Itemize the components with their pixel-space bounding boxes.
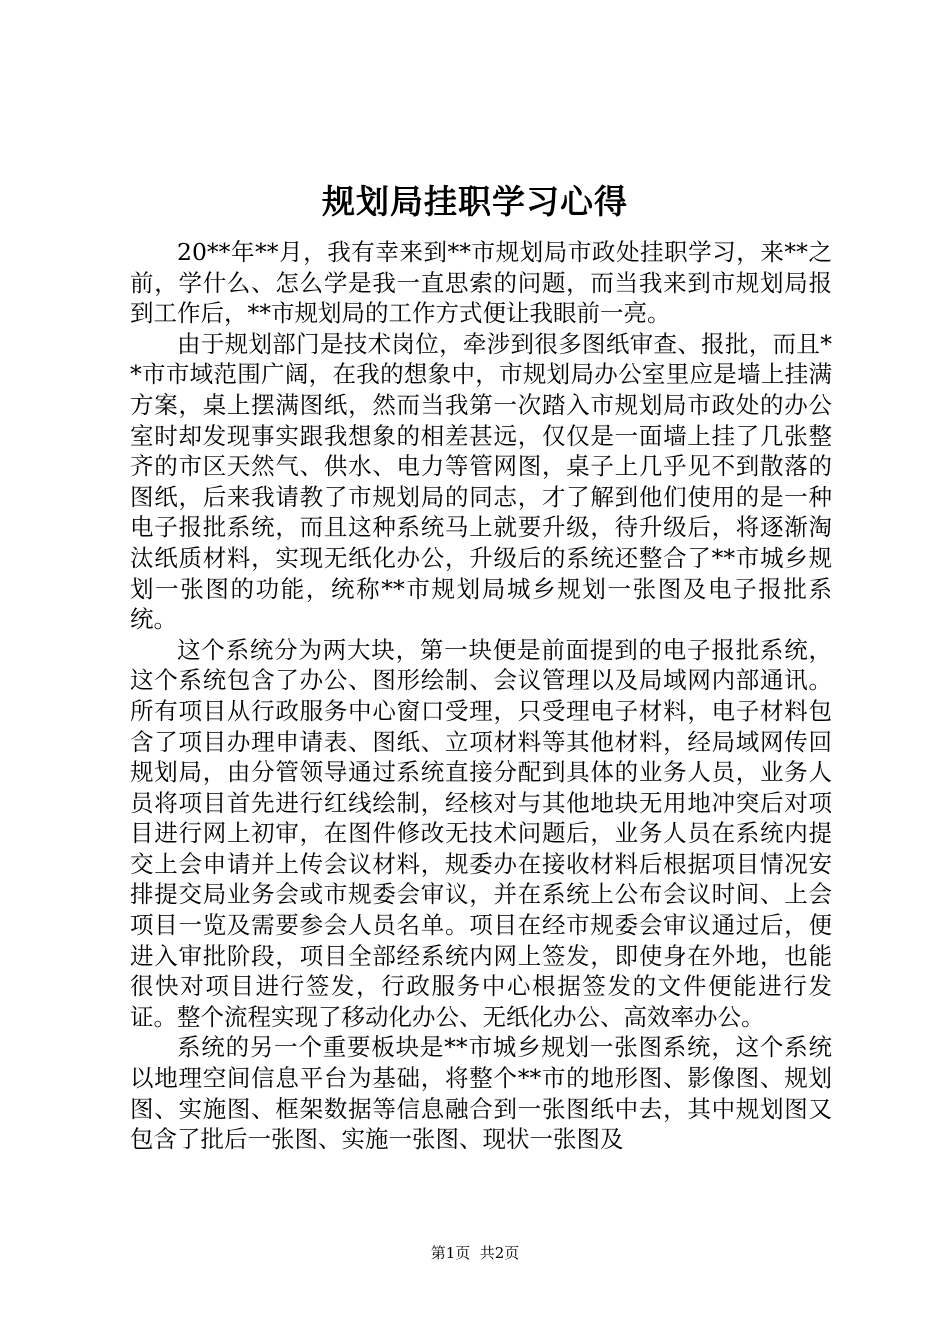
paragraph-1: 20**年**月，我有幸来到**市规划局市政处挂职学习，来**之前，学什么、怎么学是我一直思索的问题，而当我来到市规划局报到工作后，**市规划局的工作方式便让我眼前一亮。 bbox=[130, 238, 832, 328]
paragraph-2: 由于规划部门是技术岗位，牵涉到很多图纸审查、报批，而且**市市域范围广阔，在我的想象中，市规划局办公室里应是墙上挂满方案，桌上摆满图纸，然而当我第一次踏入市规划局市政处的办公室时却发现事实跟我想象的相差甚远，仅仅是一面墙上挂了几张整齐的市区天然气、供水、电力等管网图，桌子上几乎见不到散落的图纸，后来我请教了市规划局的同志，才了解到他们使用的是一种电子报批系统，而且这种系统马上就要升级，待升级后，将逐渐淘汰纸质材料，实现无纸化办公，升级后的系统还整合了**市城乡规划一张图的功能，统称**市规划局城乡规划一张图及电子报批系统。 bbox=[130, 329, 832, 634]
paragraph-4: 系统的另一个重要板块是**市城乡规划一张图系统，这个系统以地理空间信息平台为基础，将整个**市的地形图、影像图、规划图、实施图、框架数据等信息融合到一张图纸中去，其中规划图又包含了批后一张图、实施一张图、现状一张图及 bbox=[130, 1033, 832, 1154]
document-title: 规划局挂职学习心得 bbox=[322, 182, 628, 221]
page-footer: 第1页 共2页 bbox=[430, 1244, 520, 1262]
paragraph-3: 这个系统分为两大块，第一块便是前面提到的电子报批系统，这个系统包含了办公、图形绘制、会议管理以及局域网内部通讯。所有项目从行政服务中心窗口受理，只受理电子材料，电子材料包含了项目办理申请表、图纸、立项材料等其他材料，经局域网传回规划局，由分管领导通过系统直接分配到具体的业务人员，业务人员将项目首先进行红线绘制，经核对与其他地块无用地冲突后对项目进行网上初审，在图件修改无技术问题后，业务人员在系统内提交上会申请并上传会议材料，规委办在接收材料后根据项目情况安排提交局业务会或市规委会审议，并在系统上公布会议时间、上会项目一览及需要参会人员名单。项目在经市规委会审议通过后，便进入审批阶段，项目全部经系统内网上签发，即使身在外地，也能很快对项目进行签发，行政服务中心根据签发的文件便能进行发证。整个流程实现了移动化办公、无纸化办公、高效率办公。 bbox=[130, 635, 832, 1031]
document-body bbox=[130, 237, 832, 1155]
